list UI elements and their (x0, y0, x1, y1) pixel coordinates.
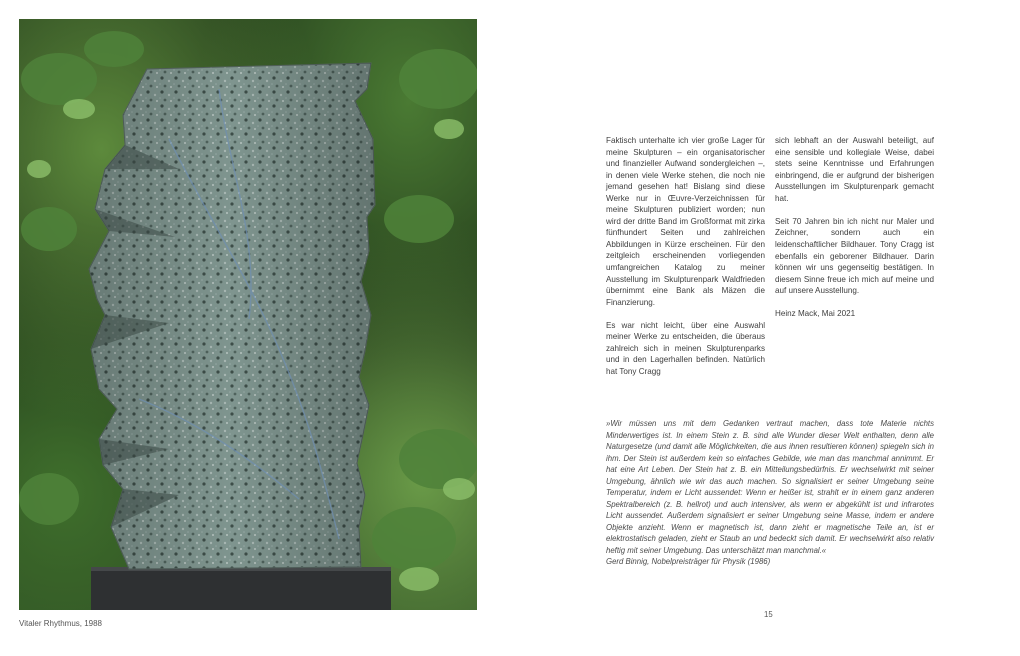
quote-text: »Wir müssen uns mit dem Gedanken vertraut machen, dass tote Materie nichts Minderwertiges ist. In einem Stein z. B. sind alle Wunder dieser Welt enthalten, denn alle Naturgesetze (und damit alle Möglichkeiten, die aus ihnen resultieren können) spiegeln sich in ihm. Der Stein ist außerdem kein so einfaches Gebilde, wie man das manchmal annimmt. Er hat eine Art Leben. Der Stein hat z. B. ein Mitteilungsbedürfnis. Er wechselwirkt mit seiner Umgebung, ähnlich wie wir das auch machen. So signalisiert er seiner Umgebung seine Temperatur, indem er Licht aussendet: Wenn er heißer ist, strahlt er in einem ganz anderen Spektralbereich (z. B. hellrot) und auch intensiver, als wenn er abgekühlt ist und infrarotes Licht aussendet. Außerdem signalisiert er seiner Umgebung seine Masse, indem er andere Objekte anzieht. Wenn er magnetisch ist, dann zieht er magnetische Teile an, ist er elektrostatisch geladen, zieht er Staub an und bedeckt sich damit. Er wechselwirkt also relativ heftig mit seiner Umgebung. Das unterschätzt man manchmal.« (606, 419, 934, 556)
figure-caption: Vitaler Rhythmus, 1988 (19, 619, 103, 628)
essay-paragraph: sich lebhaft an der Auswahl beteiligt, auf eine sensible und kollegiale Weise, dabei stets seine Kenntnisse und Erfahrungen einbringend, die er aufgrund der bisherigen Ausstellungen im Skulpturenpark gemacht hat. (775, 136, 934, 203)
essay-paragraph: Es war nicht leicht, über eine Auswahl meiner Werke zu entscheiden, die überaus zahlreich sich in meinen Skulpturenparks und in den Lagerhallen befinden. Natürlich hat Tony Cragg (606, 320, 765, 376)
essay-column-left (606, 135, 765, 389)
sculpture-illustration (19, 19, 477, 610)
page-number: 15 (764, 610, 773, 619)
essay-paragraph: Seit 70 Jahren bin ich nicht nur Maler und Zeichner, sondern auch ein leidenschaftlicher Bildhauer. Tony Cragg ist ebenfalls ein geborener Bildhauer. Darin können wir uns gegenseitig bestätigen. In diesem Sinne freue ich mich auf meine und auf unsere Ausstellung. (775, 216, 934, 296)
quote-author: Gerd Binnig, Nobelpreisträger für Physik (1986) (606, 557, 771, 566)
essay-paragraph: Faktisch unterhalte ich vier große Lager für meine Skulpturen – ein organisatorischer und finanzieller Aufwand sondergleichen –, in denen viele Werke stehen, die noch nie jemand gesehen hat! Bislang sind diese Werke nur in Œuvre-Verzeichnissen für meine Skulpturen publiziert worden; nun wird der dritte Band im Großformat mit zirka fünfhundert Seiten und zahlreichen Abbildungen in Kürze erscheinen. Für den zeitgleich erscheinenden vorliegenden umfangreichen Katalog zu meiner Ausstellung im Skulpturenpark Waldfrieden übernimmt eine Bank als Mäzen die Finanzierung. (606, 136, 765, 307)
essay-column-right (775, 135, 934, 331)
essay-signature: Heinz Mack, Mai 2021 (775, 309, 856, 319)
sculpture-photo (19, 19, 477, 610)
